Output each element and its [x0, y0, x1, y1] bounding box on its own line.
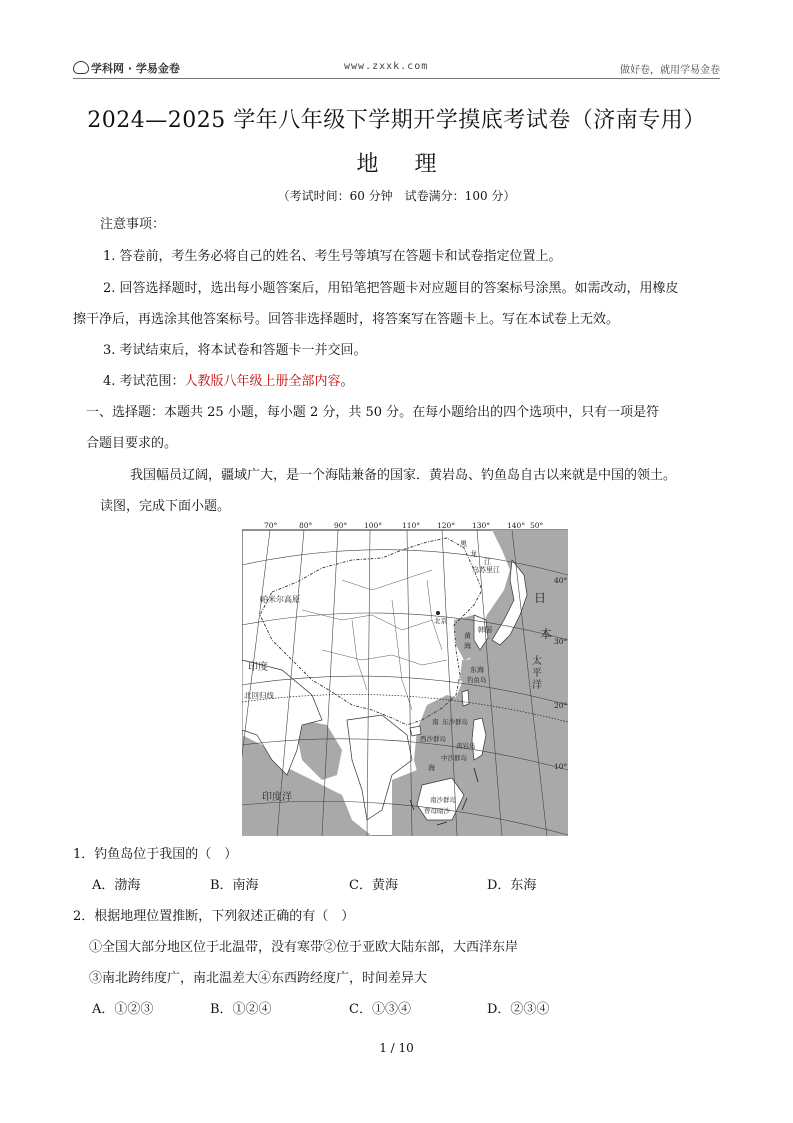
beijing-marker [436, 611, 440, 615]
label-korea: 韩国 [478, 626, 492, 634]
label-east-sea: 东海 [470, 666, 484, 674]
lat-label-30: 30° [554, 637, 568, 646]
header-slogan: 做好卷，就用学易金卷 [620, 65, 720, 76]
q1-option-c: C．黄海 [349, 878, 398, 893]
site-url: www.zxxk.com [344, 61, 429, 72]
q1-stem: 1．钓鱼岛位于我国的（ ） [73, 847, 238, 862]
label-heilong-3: 江 [484, 558, 491, 566]
label-dongsha: 东沙群岛 [442, 718, 468, 726]
lon-label-70: 70° [264, 521, 278, 530]
label-nansha: 南沙群岛 [430, 796, 456, 804]
label-beijing: 北京 [434, 617, 447, 625]
q2-option-d: D．②③④ [487, 1002, 550, 1017]
label-yellow-sea-2: 海 [464, 642, 471, 650]
label-pacific-1: 太 [532, 656, 542, 667]
lon-label-50: 50° [530, 521, 544, 530]
label-diaoyu: 钓鱼岛 [467, 676, 487, 684]
lat-label-20: 20° [554, 701, 568, 710]
page-number: 1 / 10 [379, 1041, 414, 1055]
lon-label-100: 100° [364, 521, 383, 530]
label-hai: 海 [428, 764, 435, 772]
q2-option-b: B．①②④ [210, 1002, 272, 1017]
label-pacific-2: 平 [532, 668, 542, 679]
q2-option-c: C．①③④ [349, 1002, 411, 1017]
lat-label-10: 10° [554, 762, 568, 771]
lat-label-40: 40° [554, 576, 568, 585]
logo-text: 学科网 · 学易金卷 [91, 62, 180, 75]
note-4-suffix: 。 [340, 374, 354, 389]
q2-option-a: A．①②③ [92, 1002, 154, 1017]
exam-title: 2024—2025 学年八年级下学期开学摸底考试卷（济南专用） [87, 108, 706, 133]
note-1: 1. 答卷前，考生务必将自己的姓名、考生号等填写在答题卡和试卷指定位置上。 [103, 249, 562, 264]
q1-option-a: A．渤海 [92, 878, 141, 893]
brand-logo [73, 60, 180, 76]
label-huangyan: 黄岩岛 [456, 742, 476, 750]
q2-statement-line-1: ①全国大部分地区位于北温带，没有寒带②位于亚欧大陆东部，大西洋东岸 [89, 940, 519, 955]
label-tropic: 北回归线 [244, 691, 274, 700]
label-india: 印度 [248, 662, 268, 673]
lon-label-110: 110° [402, 521, 421, 530]
section-1-line-1: 一、选择题：本题共 25 小题，每小题 2 分，共 50 分。在每小题给出的四个选项中，只有一项是符 [86, 405, 660, 420]
label-yellow-sea-1: 黄 [464, 632, 471, 640]
note-2-line-2: 擦干净后，再选涂其他答案标号。回答非选择题时，将答案写在答题卡上。写在本试卷上无效。 [73, 312, 620, 327]
label-heilong-2: 龙 [470, 550, 477, 558]
label-pamir: 帕米尔高原 [260, 595, 300, 604]
label-wusuli: 乌苏里江 [472, 566, 500, 574]
page-header [0, 0, 793, 80]
label-zhongsha: 中沙群岛 [441, 754, 467, 762]
exam-scope: 人教版八年级上册全部内容 [184, 374, 341, 389]
china-map-figure [242, 520, 568, 836]
label-japan-1: 日 [534, 591, 547, 605]
q2-stem: 2．根据地理位置推断，下列叙述正确的有（ ） [73, 909, 355, 924]
land-taiwan [462, 690, 469, 706]
lon-label-120: 120° [437, 521, 456, 530]
subject-title [0, 147, 793, 178]
label-zengmu: 曾母暗沙 [424, 807, 450, 815]
label-japan-2: 本 [540, 627, 553, 641]
header-divider [73, 78, 720, 79]
intro-line-1: 我国幅员辽阔，疆域广大，是一个海陆兼备的国家．黄岩岛、钓鱼岛自古以来就是中国的领土。 [130, 468, 677, 483]
label-nan: 南 [432, 718, 439, 726]
note-3: 3. 考试结束后，将本试卷和答题卡一并交回。 [103, 343, 367, 358]
notes-heading: 注意事项： [100, 217, 166, 232]
label-xisha: 西沙群岛 [420, 735, 446, 743]
lon-label-140: 140° [507, 521, 526, 530]
q1-option-b: B．南海 [210, 878, 259, 893]
label-pacific-3: 洋 [532, 680, 542, 691]
note-2-line-1: 2. 回答选择题时，选出每小题答案后，用铅笔把答题卡对应题目的答案标号涂黑。如需改动，用橡皮 [103, 281, 679, 296]
q2-statement-line-2: ③南北跨纬度广，南北温差大④东西跨经度广，时间差异大 [89, 971, 428, 986]
intro-line-2: 读图，完成下面小题。 [100, 499, 231, 514]
owl-logo-icon [73, 61, 89, 74]
exam-time-info: （考试时间：60 分钟 试卷满分：100 分） [277, 189, 516, 203]
subject-char-2: 理 [414, 152, 437, 177]
note-4 [103, 372, 354, 392]
q1-option-d: D．东海 [487, 878, 537, 893]
subject-char-1: 地 [356, 152, 379, 177]
lon-label-130: 130° [472, 521, 491, 530]
lon-label-80: 80° [299, 521, 313, 530]
note-4-prefix: 4. 考试范围： [103, 374, 185, 389]
lon-label-90: 90° [334, 521, 348, 530]
label-indian-ocean: 印度洋 [262, 792, 292, 803]
label-heilong-1: 黑 [460, 540, 467, 548]
section-1-line-2: 合题目要求的。 [86, 436, 178, 451]
